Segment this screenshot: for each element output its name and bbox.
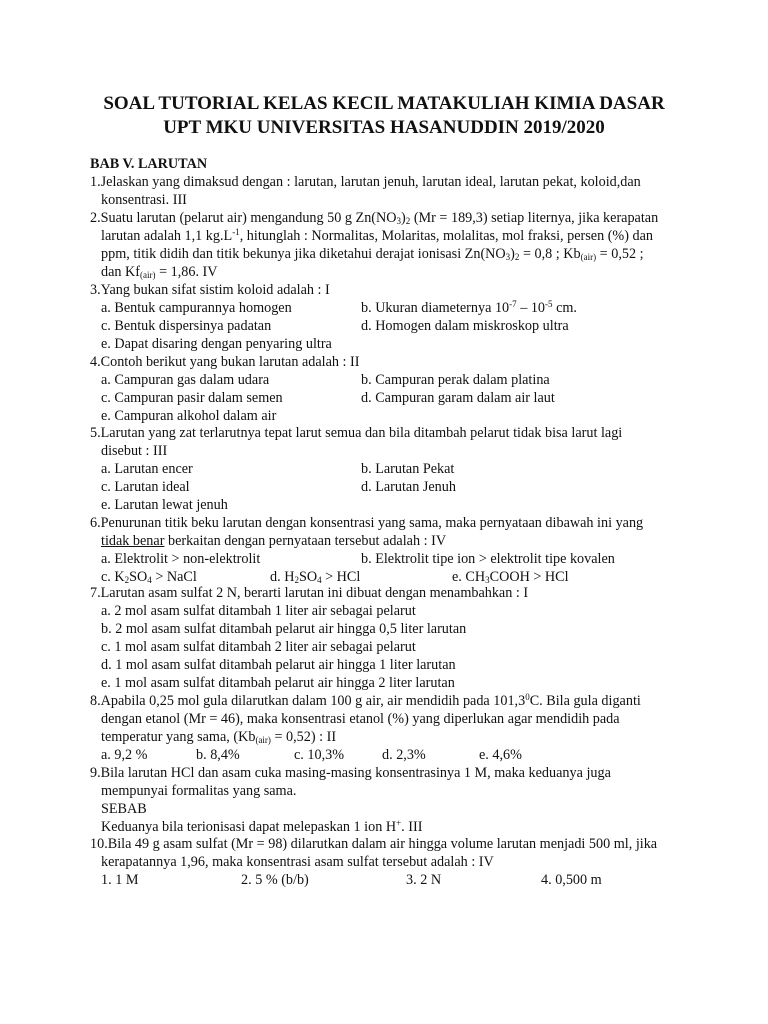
q2-line2: larutan adalah 1,1 $kg.L^{-1}$, hitunglah : Normalitas, Molaritas, molalitas, mol fraksi, persen (%) dan (101, 227, 654, 244)
q8-line1: 8.Apabila 0,25 mol gula dilarutkan dalam 100 g air, air mendidih pada 101,3$^0$C. Bila gula diganti (90, 692, 641, 709)
q5-line2: disebut : III (101, 443, 168, 459)
q8-option-e: e. 4,6% (479, 747, 522, 763)
chapter-heading: BAB V. LARUTAN (90, 156, 208, 172)
q4-option-a: a. Campuran gas dalam udara (101, 372, 270, 388)
q2-line1: 2.Suatu larutan (pelarut air) mengandung 50 g $Zn(NO_3)_2$ (Mr = 189,3) setiap liternya, jika kerapatan (90, 210, 659, 226)
q4-stem: 4.Contoh berikut yang bukan larutan adalah : II (90, 354, 360, 370)
q3-option-e: e. Dapat disaring dengan penyaring ultra (101, 336, 332, 352)
q6-option-e: e. $CH_3COOH$ > HCl (452, 569, 569, 585)
q6-underlined-phrase: tidak benar (101, 533, 165, 549)
q6-option-d: d. $H_2SO_4$ > HCl (270, 569, 361, 585)
q7-stem: 7.Larutan asam sulfat 2 N, berarti larutan ini dibuat dengan menambahkan : I (90, 585, 529, 601)
q5-option-e: e. Larutan lewat jenuh (101, 497, 228, 513)
q8-option-b: b. 8,4% (196, 747, 240, 763)
q8-line3: temperatur yang sama, $(Kb_{(air)} = 0,52)$ : II (101, 729, 337, 745)
q4-option-b: b. Campuran perak dalam platina (361, 372, 550, 388)
q4-option-c: c. Campuran pasir dalam semen (101, 390, 283, 406)
q5-option-c: c. Larutan ideal (101, 479, 190, 495)
q2-line4: dan $Kf_{(air)} = 1,86$. IV (101, 264, 218, 280)
q9-line4: Keduanya bila terionisasi dapat melepaskan 1 ion H+. III (101, 818, 423, 835)
q3-option-a: a. Bentuk campurannya homogen (101, 300, 292, 316)
q7-option-a: a. 2 mol asam sulfat ditambah 1 liter air sebagai pelarut (101, 603, 416, 619)
q8-line2: dengan etanol (Mr = 46), maka konsentrasi etanol (%) yang diperlukan agar mendidih pada (101, 711, 620, 727)
q6-line2: tidak benar berkaitan dengan pernyataan tersebut adalah : IV (101, 533, 447, 549)
q6-line1: 6.Penurunan titik beku larutan dengan konsentrasi yang sama, maka pernyataan dibawah ini yang (90, 515, 644, 531)
q10-option-4: 4. 0,500 m (541, 872, 602, 888)
q1-line1: 1.Jelaskan yang dimaksud dengan : larutan, larutan jenuh, larutan ideal, larutan pekat, koloid,dan (90, 174, 641, 190)
q10-option-2: 2. 5 % (b/b) (241, 872, 309, 888)
q8-option-a: a. 9,2 % (101, 747, 148, 763)
document-title-line1: SOAL TUTORIAL KELAS KECIL MATAKULIAH KIMIA DASAR (103, 93, 665, 114)
document-title-line2: UPT MKU UNIVERSITAS HASANUDDIN 2019/2020 (163, 117, 605, 138)
q3-option-b: b. Ukuran diameternya $10^{-7} - 10^{-5}$ cm. (361, 299, 577, 316)
q3-option-d: d. Homogen dalam miskroskop ultra (361, 318, 569, 334)
q5-option-a: a. Larutan encer (101, 461, 193, 477)
q3-stem: 3.Yang bukan sifat sistim koloid adalah : I (90, 282, 330, 298)
q10-option-1: 1. 1 M (101, 872, 139, 888)
q4-option-e: e. Campuran alkohol dalam air (101, 408, 277, 424)
q5-option-b: b. Larutan Pekat (361, 461, 455, 477)
q8-option-d: d. 2,3% (382, 747, 426, 763)
q9-line2: mempunyai formalitas yang sama. (101, 783, 297, 799)
q8-option-c: c. 10,3% (294, 747, 345, 763)
q6-option-a: a. Elektrolit > non-elektrolit (101, 551, 261, 567)
q9-sebab: SEBAB (101, 801, 147, 817)
q7-option-e: e. 1 mol asam sulfat ditambah pelarut air hingga 2 liter larutan (101, 675, 455, 691)
q10-line2: kerapatannya 1,96, maka konsentrasi asam sulfat tersebut adalah : IV (101, 854, 494, 870)
q7-option-b: b. 2 mol asam sulfat ditambah pelarut air hingga 0,5 liter larutan (101, 621, 467, 637)
q5-option-d: d. Larutan Jenuh (361, 479, 456, 495)
q7-option-d: d. 1 mol asam sulfat ditambah pelarut air hingga 1 liter larutan (101, 657, 456, 673)
q1-line2: konsentrasi. III (101, 192, 187, 208)
q6-option-c: c. $K_2SO_4$ > NaCl (101, 569, 197, 585)
q4-option-d: d. Campuran garam dalam air laut (361, 390, 555, 406)
q9-line1: 9.Bila larutan HCl dan asam cuka masing-masing konsentrasinya 1 M, maka keduanya juga (90, 765, 611, 781)
q10-line1: 10.Bila 49 g asam sulfat (Mr = 98) dilarutkan dalam air hingga volume larutan menjadi 500 ml, jika (90, 836, 658, 852)
q7-option-c: c. 1 mol asam sulfat ditambah 2 liter air sebagai pelarut (101, 639, 416, 655)
q3-option-c: c. Bentuk dispersinya padatan (101, 318, 272, 334)
q2-line3: ppm, titik didih dan titik bekunya jika diketahui derajat ionisasi $Zn(NO_3)_2 = 0,8$ ; $Kb_{(air)} = 0,52$ ; (101, 246, 644, 262)
q6-option-b: b. Elektrolit tipe ion > elektrolit tipe kovalen (361, 551, 615, 567)
q5-line1: 5.Larutan yang zat terlarutnya tepat larut semua dan bila ditambah pelarut tidak bisa larut lagi (90, 425, 623, 441)
q10-option-3: 3. 2 N (406, 872, 442, 888)
